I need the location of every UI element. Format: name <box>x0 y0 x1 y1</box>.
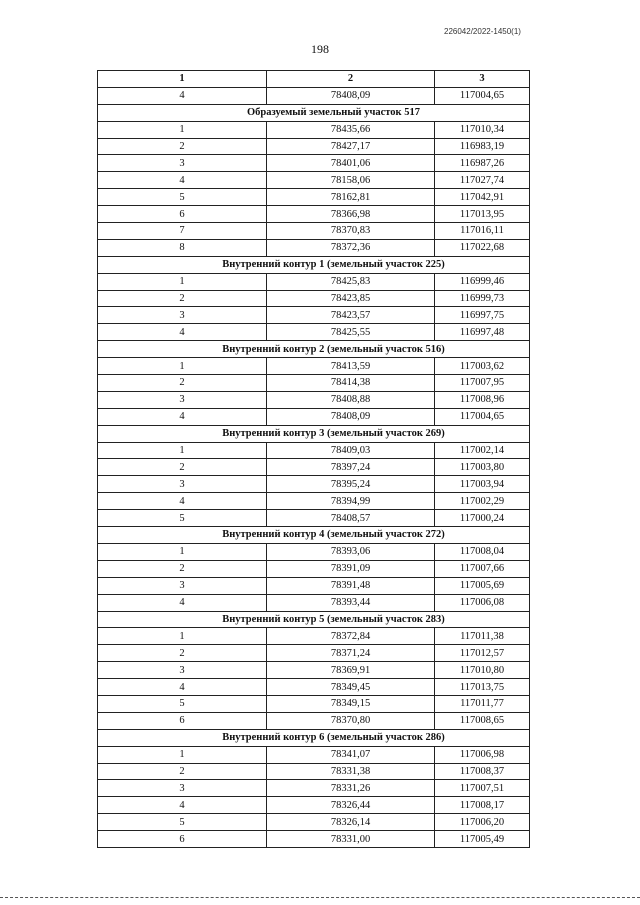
section-title: Внутренний контур 3 (земельный участок 269) <box>98 425 530 442</box>
point-number-cell: 5 <box>98 189 267 206</box>
section-title: Образуемый земельный участок 517 <box>98 104 530 121</box>
section-row <box>98 425 530 442</box>
column-header-2: 2 <box>267 71 435 88</box>
point-number-cell: 7 <box>98 223 267 240</box>
point-number-cell: 6 <box>98 206 267 223</box>
x-coordinate-cell: 78372,84 <box>267 628 435 645</box>
table-row <box>98 645 530 662</box>
y-coordinate-cell: 117011,38 <box>435 628 530 645</box>
y-coordinate-cell: 117003,62 <box>435 358 530 375</box>
x-coordinate-cell: 78370,83 <box>267 223 435 240</box>
table-row <box>98 746 530 763</box>
y-coordinate-cell: 117004,65 <box>435 87 530 104</box>
point-number-cell: 4 <box>98 594 267 611</box>
table-row <box>98 577 530 594</box>
table-row <box>98 780 530 797</box>
x-coordinate-cell: 78366,98 <box>267 206 435 223</box>
y-coordinate-cell: 117005,49 <box>435 831 530 848</box>
section-row <box>98 611 530 628</box>
y-coordinate-cell: 117005,69 <box>435 577 530 594</box>
x-coordinate-cell: 78162,81 <box>267 189 435 206</box>
y-coordinate-cell: 117013,75 <box>435 679 530 696</box>
column-header-1: 1 <box>98 71 267 88</box>
point-number-cell: 1 <box>98 121 267 138</box>
y-coordinate-cell: 117004,65 <box>435 408 530 425</box>
x-coordinate-cell: 78408,57 <box>267 510 435 527</box>
table-row <box>98 358 530 375</box>
y-coordinate-cell: 117008,17 <box>435 797 530 814</box>
section-title: Внутренний контур 6 (земельный участок 286) <box>98 729 530 746</box>
section-title: Внутренний контур 5 (земельный участок 283) <box>98 611 530 628</box>
x-coordinate-cell: 78331,00 <box>267 831 435 848</box>
x-coordinate-cell: 78369,91 <box>267 662 435 679</box>
table-row <box>98 594 530 611</box>
table-row <box>98 695 530 712</box>
y-coordinate-cell: 117002,29 <box>435 493 530 510</box>
table-row <box>98 662 530 679</box>
x-coordinate-cell: 78349,15 <box>267 695 435 712</box>
y-coordinate-cell: 117006,20 <box>435 814 530 831</box>
point-number-cell: 4 <box>98 797 267 814</box>
table-row <box>98 87 530 104</box>
x-coordinate-cell: 78414,38 <box>267 375 435 392</box>
x-coordinate-cell: 78371,24 <box>267 645 435 662</box>
table-row <box>98 712 530 729</box>
y-coordinate-cell: 117003,80 <box>435 459 530 476</box>
y-coordinate-cell: 117002,14 <box>435 442 530 459</box>
x-coordinate-cell: 78391,09 <box>267 560 435 577</box>
coordinates-table <box>97 70 530 848</box>
point-number-cell: 4 <box>98 408 267 425</box>
y-coordinate-cell: 117006,08 <box>435 594 530 611</box>
table-row <box>98 763 530 780</box>
y-coordinate-cell: 116983,19 <box>435 138 530 155</box>
y-coordinate-cell: 117027,74 <box>435 172 530 189</box>
point-number-cell: 3 <box>98 476 267 493</box>
point-number-cell: 2 <box>98 138 267 155</box>
x-coordinate-cell: 78408,88 <box>267 391 435 408</box>
table-row <box>98 408 530 425</box>
x-coordinate-cell: 78372,36 <box>267 239 435 256</box>
x-coordinate-cell: 78423,57 <box>267 307 435 324</box>
point-number-cell: 2 <box>98 560 267 577</box>
table-row <box>98 155 530 172</box>
point-number-cell: 3 <box>98 391 267 408</box>
point-number-cell: 1 <box>98 543 267 560</box>
column-header-3: 3 <box>435 71 530 88</box>
y-coordinate-cell: 117012,57 <box>435 645 530 662</box>
table-row <box>98 510 530 527</box>
point-number-cell: 8 <box>98 239 267 256</box>
section-row <box>98 256 530 273</box>
section-row <box>98 527 530 544</box>
point-number-cell: 3 <box>98 577 267 594</box>
table-row <box>98 172 530 189</box>
x-coordinate-cell: 78394,99 <box>267 493 435 510</box>
point-number-cell: 4 <box>98 493 267 510</box>
x-coordinate-cell: 78401,06 <box>267 155 435 172</box>
table-row <box>98 375 530 392</box>
point-number-cell: 2 <box>98 645 267 662</box>
table-row <box>98 138 530 155</box>
table-row <box>98 831 530 848</box>
y-coordinate-cell: 117016,11 <box>435 223 530 240</box>
y-coordinate-cell: 117000,24 <box>435 510 530 527</box>
x-coordinate-cell: 78393,06 <box>267 543 435 560</box>
y-coordinate-cell: 117007,66 <box>435 560 530 577</box>
y-coordinate-cell: 117042,91 <box>435 189 530 206</box>
table-header-row <box>98 71 530 88</box>
point-number-cell: 2 <box>98 763 267 780</box>
table-row <box>98 189 530 206</box>
x-coordinate-cell: 78331,26 <box>267 780 435 797</box>
table-row <box>98 239 530 256</box>
table-row <box>98 543 530 560</box>
y-coordinate-cell: 117008,04 <box>435 543 530 560</box>
y-coordinate-cell: 117008,65 <box>435 712 530 729</box>
point-number-cell: 1 <box>98 628 267 645</box>
y-coordinate-cell: 117010,34 <box>435 121 530 138</box>
point-number-cell: 4 <box>98 172 267 189</box>
table-row <box>98 223 530 240</box>
table-row <box>98 391 530 408</box>
point-number-cell: 4 <box>98 87 267 104</box>
point-number-cell: 2 <box>98 375 267 392</box>
y-coordinate-cell: 116999,46 <box>435 273 530 290</box>
x-coordinate-cell: 78427,17 <box>267 138 435 155</box>
point-number-cell: 3 <box>98 155 267 172</box>
point-number-cell: 5 <box>98 814 267 831</box>
section-title: Внутренний контур 2 (земельный участок 516) <box>98 341 530 358</box>
point-number-cell: 5 <box>98 695 267 712</box>
point-number-cell: 3 <box>98 307 267 324</box>
section-row <box>98 341 530 358</box>
x-coordinate-cell: 78341,07 <box>267 746 435 763</box>
x-coordinate-cell: 78408,09 <box>267 87 435 104</box>
page-number: 198 <box>311 42 329 56</box>
scan-edge-line <box>0 897 640 898</box>
point-number-cell: 4 <box>98 679 267 696</box>
x-coordinate-cell: 78413,59 <box>267 358 435 375</box>
table-row <box>98 459 530 476</box>
table-row <box>98 679 530 696</box>
y-coordinate-cell: 116987,26 <box>435 155 530 172</box>
section-row <box>98 104 530 121</box>
x-coordinate-cell: 78370,80 <box>267 712 435 729</box>
x-coordinate-cell: 78408,09 <box>267 408 435 425</box>
x-coordinate-cell: 78395,24 <box>267 476 435 493</box>
y-coordinate-cell: 117022,68 <box>435 239 530 256</box>
table-row <box>98 273 530 290</box>
x-coordinate-cell: 78331,38 <box>267 763 435 780</box>
x-coordinate-cell: 78397,24 <box>267 459 435 476</box>
table-row <box>98 206 530 223</box>
y-coordinate-cell: 117008,96 <box>435 391 530 408</box>
point-number-cell: 1 <box>98 442 267 459</box>
x-coordinate-cell: 78391,48 <box>267 577 435 594</box>
point-number-cell: 1 <box>98 273 267 290</box>
y-coordinate-cell: 117013,95 <box>435 206 530 223</box>
y-coordinate-cell: 117011,77 <box>435 695 530 712</box>
section-title: Внутренний контур 1 (земельный участок 225) <box>98 256 530 273</box>
y-coordinate-cell: 117010,80 <box>435 662 530 679</box>
point-number-cell: 3 <box>98 780 267 797</box>
y-coordinate-cell: 116997,48 <box>435 324 530 341</box>
point-number-cell: 6 <box>98 712 267 729</box>
section-row <box>98 729 530 746</box>
x-coordinate-cell: 78326,44 <box>267 797 435 814</box>
x-coordinate-cell: 78158,06 <box>267 172 435 189</box>
point-number-cell: 1 <box>98 358 267 375</box>
point-number-cell: 4 <box>98 324 267 341</box>
section-title: Внутренний контур 4 (земельный участок 272) <box>98 527 530 544</box>
x-coordinate-cell: 78425,83 <box>267 273 435 290</box>
point-number-cell: 2 <box>98 290 267 307</box>
y-coordinate-cell: 117007,51 <box>435 780 530 797</box>
point-number-cell: 3 <box>98 662 267 679</box>
y-coordinate-cell: 117008,37 <box>435 763 530 780</box>
y-coordinate-cell: 116999,73 <box>435 290 530 307</box>
table-row <box>98 493 530 510</box>
x-coordinate-cell: 78425,55 <box>267 324 435 341</box>
point-number-cell: 2 <box>98 459 267 476</box>
x-coordinate-cell: 78393,44 <box>267 594 435 611</box>
table-row <box>98 797 530 814</box>
table-row <box>98 442 530 459</box>
y-coordinate-cell: 117006,98 <box>435 746 530 763</box>
table-row <box>98 324 530 341</box>
y-coordinate-cell: 117003,94 <box>435 476 530 493</box>
table-row <box>98 628 530 645</box>
table-row <box>98 814 530 831</box>
table-row <box>98 307 530 324</box>
y-coordinate-cell: 116997,75 <box>435 307 530 324</box>
table-row <box>98 560 530 577</box>
x-coordinate-cell: 78326,14 <box>267 814 435 831</box>
x-coordinate-cell: 78423,85 <box>267 290 435 307</box>
x-coordinate-cell: 78349,45 <box>267 679 435 696</box>
point-number-cell: 6 <box>98 831 267 848</box>
table-row <box>98 290 530 307</box>
document-id: 226042/2022-1450(1) <box>444 27 521 36</box>
y-coordinate-cell: 117007,95 <box>435 375 530 392</box>
x-coordinate-cell: 78435,66 <box>267 121 435 138</box>
x-coordinate-cell: 78409,03 <box>267 442 435 459</box>
table-row <box>98 121 530 138</box>
table-row <box>98 476 530 493</box>
point-number-cell: 1 <box>98 746 267 763</box>
point-number-cell: 5 <box>98 510 267 527</box>
